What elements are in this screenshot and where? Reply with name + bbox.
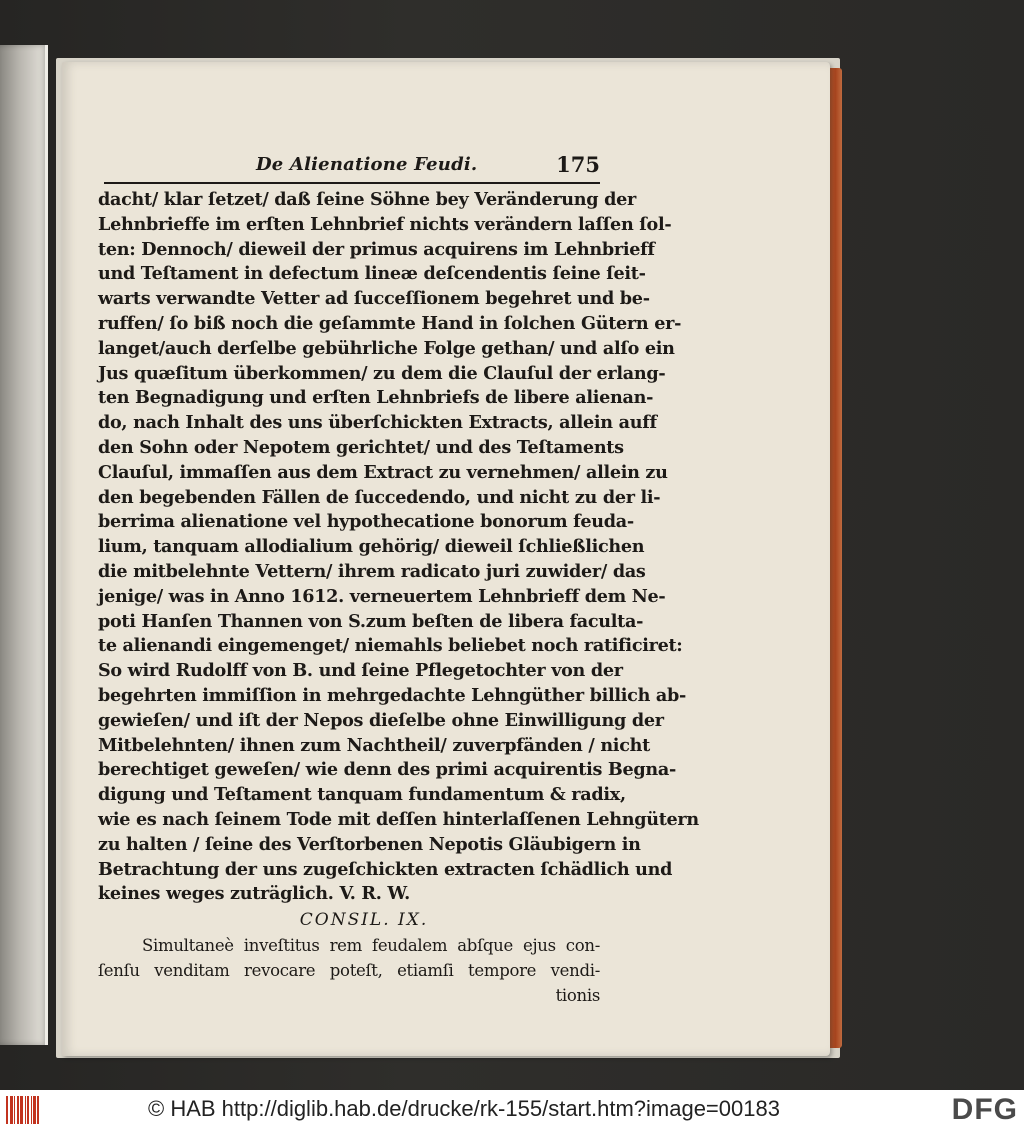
text-line: den begebenden Fällen de ſuccedendo, und nicht zu der li- bbox=[98, 486, 661, 508]
text-line: wie es nach ſeinem Tode mit deſſen hinterlaſſenen Lehngütern bbox=[98, 808, 699, 830]
text-line: dacht/ klar ſetzet/ daß ſeine Söhne bey Veränderung der bbox=[98, 189, 636, 210]
text-line: digung und Teſtament tanquam fundamentum & radix, bbox=[98, 784, 626, 806]
running-title: De Alienatione Feudi. bbox=[256, 154, 478, 175]
text-line: berechtiget geweſen/ wie denn des primi acquirentis Begna- bbox=[98, 759, 676, 781]
text-line: poti Hanſen Thannen von S.zum beſten de libera faculta- bbox=[98, 610, 644, 632]
text-line: lium, tanquam allodialium gehörig/ dieweil ſchließlichen bbox=[98, 536, 645, 558]
dfg-logo: DFG bbox=[951, 1093, 1018, 1126]
text-line: Jus quæſitum überkommen/ zu dem die Clauſul der erlang- bbox=[98, 362, 666, 384]
barcode-icon bbox=[6, 1096, 46, 1124]
text-line: den Sohn oder Nepotem gerichtet/ und des Teſtaments bbox=[98, 436, 624, 458]
copyright-link[interactable]: © HAB http://diglib.hab.de/drucke/rk-155/start.htm?image=00183 bbox=[148, 1096, 780, 1121]
text-line: die mitbelehnte Vettern/ ihrem radicato juri zuwider/ das bbox=[98, 560, 646, 582]
text-line: Betrachtung der uns zugeſchickten extracten ſchädlich und bbox=[98, 858, 673, 880]
text-line: do, nach Inhalt des uns überſchickten Extracts, allein auff bbox=[98, 412, 657, 434]
left-page-edge bbox=[0, 45, 48, 1045]
summary-line: Simultaneè inveſtitus rem feudalem abſque ejus con- bbox=[142, 936, 600, 956]
text-line: begehrten immiſſion in mehrgedachte Lehngüther billich ab- bbox=[98, 684, 686, 706]
text-line: Lehnbrieffe im erſten Lehnbrief nichts verändern laſſen ſol- bbox=[98, 213, 672, 235]
text-line: te alienandi eingemenget/ niemahls beliebet noch ratificiret: bbox=[98, 635, 683, 657]
summary bbox=[98, 933, 600, 1008]
catchword: tionis bbox=[555, 986, 600, 1006]
summary-line: ſenſu venditam revocare poteſt, etiamſi tempore vendi- bbox=[98, 961, 600, 981]
text-line: warts verwandte Vetter ad ſucceſſionem begehret und be- bbox=[98, 288, 650, 310]
header-rule bbox=[104, 182, 600, 184]
text-line: zu halten / ſeine des Verſtorbenen Nepotis Gläubigern in bbox=[98, 833, 641, 855]
page-content bbox=[98, 140, 699, 1008]
text-line: ten: Dennoch/ dieweil der primus acquirens im Lehnbrieff bbox=[98, 238, 655, 260]
text-line: So wird Rudolff von B. und ſeine Pflegetochter von der bbox=[98, 660, 623, 682]
running-head bbox=[98, 140, 600, 180]
section-heading: CONSIL. IX. bbox=[299, 910, 429, 931]
text-line: Mitbelehnten/ ihnen zum Nachtheil/ zuverpfänden / nicht bbox=[98, 734, 650, 756]
text-line-last: keines weges zuträglich. V. R. W. bbox=[98, 883, 410, 905]
body-text bbox=[98, 188, 699, 907]
text-line: ten Begnadigung und erſten Lehnbriefs de libere alienan- bbox=[98, 387, 654, 409]
text-line: langet/auch derſelbe gebührliche Folge gethan/ und alſo ein bbox=[98, 337, 675, 359]
text-line: berrima alienatione vel hypothecatione bonorum feuda- bbox=[98, 511, 634, 533]
text-line: jenige/ was in Anno 1612. verneuertem Lehnbrieff dem Ne- bbox=[98, 585, 666, 607]
text-line: und Teſtament in defectum lineæ deſcendentis ſeine ſeit- bbox=[98, 263, 646, 285]
text-line: gewieſen/ und iſt der Nepos dieſelbe ohne Einwilligung der bbox=[98, 709, 664, 731]
text-line: ruffen/ ſo biß noch die geſammte Hand in ſolchen Gütern er- bbox=[98, 312, 682, 334]
text-line: Clauſul, immaſſen aus dem Extract zu vernehmen/ allein zu bbox=[98, 461, 668, 483]
page-number: 175 bbox=[556, 152, 600, 177]
viewer-footer bbox=[0, 1090, 1024, 1129]
